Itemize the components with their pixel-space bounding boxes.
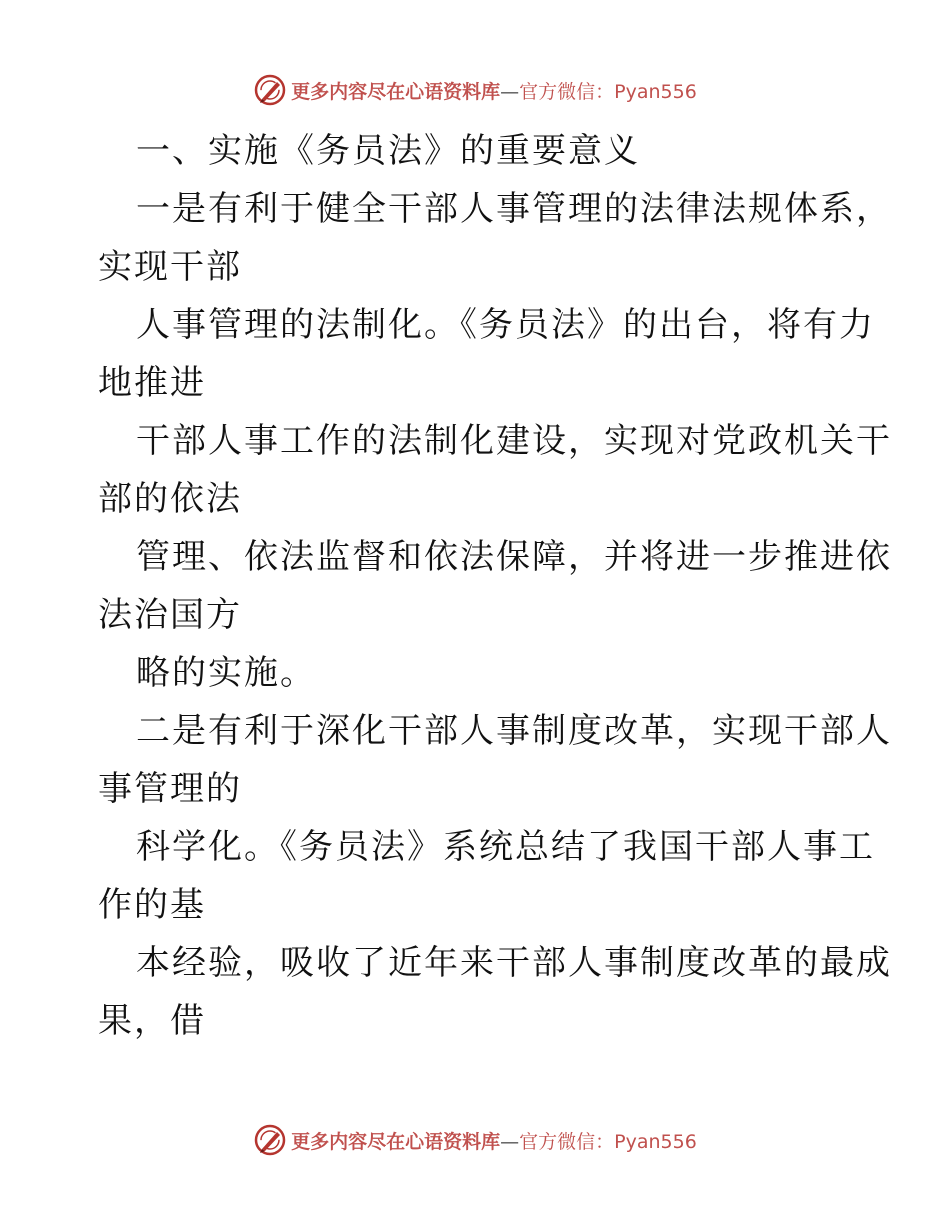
document-body [98, 122, 892, 1050]
body-line: 一是有利于健全干部人事管理的法律法规体系， [136, 189, 892, 229]
footer-banner-main: 更多内容尽在心语资料库 [291, 1130, 501, 1153]
footer-banner-sep: — [500, 1130, 520, 1153]
body-line: 干部人事工作的法制化建设，实现对党政机关干 [136, 421, 892, 461]
body-line: 二是有利于深化干部人事制度改革，实现干部人 [136, 711, 892, 751]
header-banner-sep: — [500, 80, 520, 103]
header-banner-wechat: 官方微信：Pyan556 [519, 80, 697, 103]
body-line: 管理、依法监督和依法保障，并将进一步推进依 [136, 537, 892, 577]
pen-logo-icon [253, 1123, 287, 1157]
footer-banner [0, 1120, 950, 1160]
body-line: 事管理的 [98, 769, 242, 809]
body-line: 科学化。《务员法》系统总结了我国干部人事工 [136, 827, 875, 867]
header-banner-main: 更多内容尽在心语资料库 [291, 80, 501, 103]
body-line: 实现干部 [98, 247, 242, 287]
footer-banner-text [291, 1127, 697, 1154]
body-line: 地推进 [98, 363, 206, 403]
body-line: 法治国方 [98, 595, 242, 635]
body-line: 本经验，吸收了近年来干部人事制度改革的最成 [136, 943, 892, 983]
header-banner-text [291, 77, 697, 104]
body-line: 作的基 [98, 885, 206, 925]
footer-banner-wechat: 官方微信：Pyan556 [519, 1130, 697, 1153]
body-line: 人事管理的法制化。《务员法》的出台，将有力 [136, 305, 875, 345]
pen-logo-icon [253, 73, 287, 107]
body-line: 果，借 [98, 1001, 206, 1041]
body-line: 部的依法 [98, 479, 242, 519]
header-banner [0, 70, 950, 110]
body-line: 略的实施。 [136, 653, 316, 693]
body-line: 一、实施《务员法》的重要意义 [136, 131, 640, 171]
